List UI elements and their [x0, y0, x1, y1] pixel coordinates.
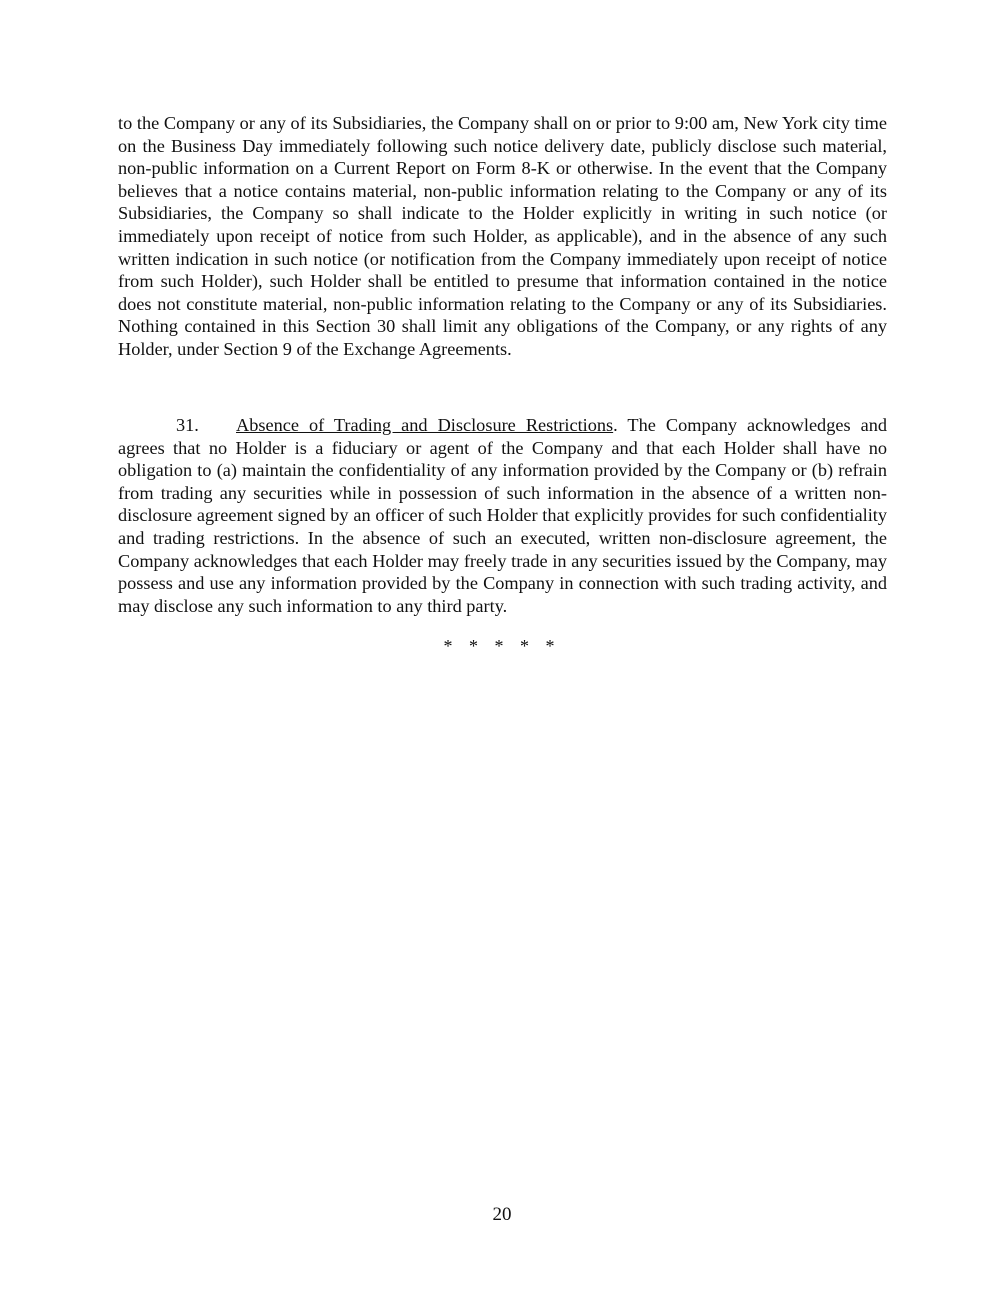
- section-31-number: 31.: [176, 415, 199, 435]
- section-separator: * * * * *: [443, 636, 561, 656]
- page-number: 20: [492, 1204, 512, 1225]
- paragraph-section-30-continued: to the Company or any of its Subsidiaries, the Company shall on or prior to 9:00 am, New York city time on the Business Day immediately following such notice delivery date, publicly disclose such material, non-public information on a Current Report on Form 8-K or otherwise. In the event that the Company believes that a notice contains material, non-public information relating to the Company or any of its Subsidiaries, the Company so shall indicate to the Holder explicitly in writing in such notice (or immediately upon receipt of notice from such Holder, as applicable), and in the absence of any such written indication in such notice (or notification from the Company immediately upon receipt of notice from such Holder), such Holder shall be entitled to presume that information contained in the notice does not constitute material, non-public information relating to the Company or any of its Subsidiaries. Nothing contained in this Section 30 shall limit any obligations of the Company, or any rights of any Holder, under Section 9 of the Exchange Agreements.: [118, 113, 887, 359]
- paragraph-section-31: [118, 414, 887, 617]
- section-31-heading: Absence of Trading and Disclosure Restrictions: [236, 415, 614, 435]
- section-31-body: . The Company acknowledges and agrees that no Holder is a fiduciary or agent of the Company and that each Holder shall have no obligation to (a) maintain the confidentiality of any information provided by the Company or (b) refrain from trading any securities while in possession of such information in the absence of a written non-disclosure agreement signed by an officer of such Holder that explicitly provides for such confidentiality and trading restrictions. In the absence of such an executed, written non-disclosure agreement, the Company acknowledges that each Holder may freely trade in any securities issued by the Company, may possess and use any information provided by the Company in connection with such trading activity, and may disclose any such information to any third party.: [118, 415, 887, 616]
